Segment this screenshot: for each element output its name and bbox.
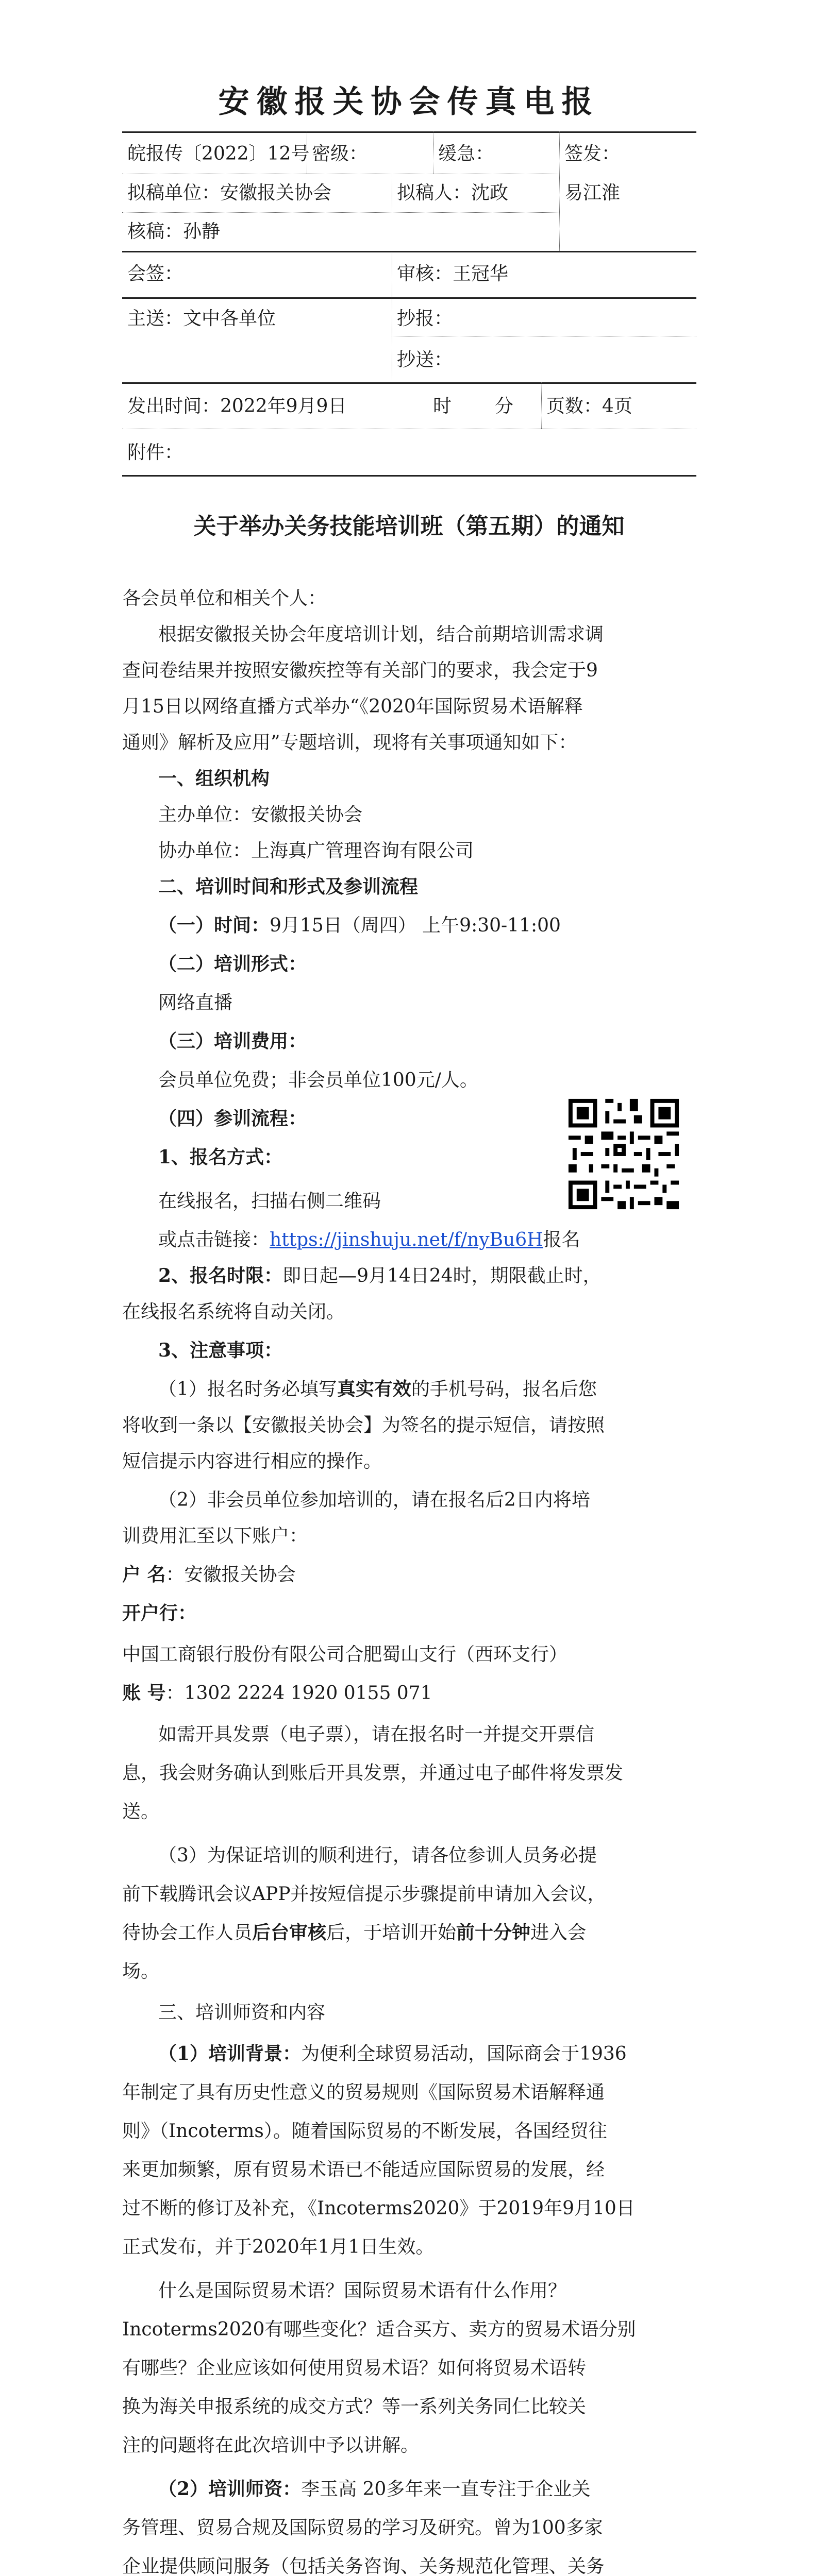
link-suffix: 报名 — [543, 1229, 580, 1250]
fee-value: 会员单位免费；非会员单位100元/人。 — [158, 1070, 478, 1091]
note3-text: 待协会工作人员 — [122, 1922, 253, 1943]
form-value: 网络直播 — [158, 992, 233, 1013]
deadline-text: 即日起—9月14日24时，期限截止时， — [282, 1265, 602, 1286]
intro-line: 查问卷结果并按照安徽疾控等有关部门的要求，我会定于9 — [122, 660, 598, 681]
signup-online: 在线报名，扫描右侧二维码 — [158, 1191, 381, 1212]
note2-text: 训费用汇至以下账户： — [122, 1526, 308, 1547]
question-text: 换为海关申报系统的成交方式？等一系列关务同仁比较关 — [122, 2396, 587, 2417]
signer-value: 易江淮 — [564, 182, 621, 204]
background-text: 来更加频繁，原有贸易术语已不能适应国际贸易的发展，经 — [122, 2159, 605, 2180]
intro-line: 月15日以网络直播方式举办“《2020年国际贸易术语解释 — [122, 696, 583, 717]
link-prefix: 或点击链接： — [158, 1229, 270, 1250]
doc-number: 皖报传〔2022〕12号 — [127, 143, 310, 164]
form-bottom-rule — [122, 475, 696, 477]
invoice-text: 送。 — [122, 1801, 160, 1822]
signer-label: 签发： — [564, 143, 621, 164]
form-divider — [541, 382, 542, 429]
minute-label: 分 — [495, 396, 514, 417]
send-time-label: 发出时间： — [127, 396, 221, 417]
fax-title: 安徽报关协会传真电报 — [218, 84, 600, 120]
note1-text: 的手机号码，报名后您 — [411, 1379, 597, 1400]
main-send-value: 文中各单位 — [183, 308, 276, 329]
question-text: 有哪些？企业应该如何使用贸易术语？如何将贸易术语转 — [122, 2358, 587, 2379]
attachment-label: 附件： — [127, 442, 183, 463]
process-title: （四）参训流程： — [158, 1108, 307, 1129]
send-time-value: 2022年9月9日 — [220, 396, 347, 417]
note1-bold: 真实有效 — [337, 1378, 411, 1400]
form-rule — [122, 212, 559, 213]
form-rule — [122, 382, 696, 384]
intro-line: 通则》解析及应用”专题培训，现将有关事项通知如下： — [122, 732, 577, 753]
checker-label: 核稿： — [127, 221, 183, 242]
question-text: Incoterms2020有哪些变化？适合买方、卖方的贸易术语分别 — [122, 2319, 636, 2340]
invoice-text: 如需开具发票（电子票），请在报名时一并提交开票信 — [158, 1724, 595, 1745]
background-label: （1）培训背景： — [158, 2043, 302, 2064]
cc-label: 抄送： — [397, 349, 453, 370]
checker-value: 孙静 — [183, 221, 221, 242]
note2-text: （2）非会员单位参加培训的，请在报名后2日内将培 — [158, 1489, 590, 1511]
pages-label: 页数： — [546, 396, 603, 417]
fax-header-form — [122, 131, 696, 500]
background-text: 为便利全球贸易活动，国际商会于1936 — [301, 2043, 627, 2064]
invoice-text: 息，我会财务确认到账后开具发票，并通过电子邮件将发票发 — [122, 1762, 624, 1784]
note1-text: （1）报名时务必填写 — [158, 1379, 337, 1400]
question-text: 注的问题将在此次培训中予以讲解。 — [122, 2435, 420, 2456]
intro-line: 根据安徽报关协会年度培训计划，结合前期培训需求调 — [158, 624, 604, 645]
account-name-label: 户 名 — [122, 1564, 166, 1585]
form-rule — [122, 251, 696, 252]
note1-text: 将收到一条以【安徽报关协会】为签名的提示短信，请按照 — [122, 1415, 605, 1436]
account-no-value: ：1302 2224 1920 0155 071 — [165, 1683, 432, 1704]
background-text: 过不断的修订及补充，《Incoterms2020》于2019年9月10日 — [122, 2198, 635, 2219]
background-text: 则》（Incoterms）。随着国际贸易的不断发展，各国经贸往 — [122, 2121, 607, 2142]
drafter-value: 沈政 — [471, 182, 509, 204]
note3-text: （3）为保证培训的顺利进行，请各位参训人员务必提 — [158, 1845, 597, 1866]
form-title: （二）培训形式： — [158, 953, 307, 975]
section-2-title: 二、培训时间和形式及参训流程 — [158, 876, 419, 897]
copy-report-label: 抄报： — [397, 308, 453, 329]
salutation: 各会员单位和相关个人： — [122, 588, 327, 609]
countersign-label: 会签： — [127, 263, 183, 284]
form-top-rule — [122, 131, 696, 133]
account-name-value: ：安徽报关协会 — [165, 1564, 296, 1585]
note3-text: 场。 — [122, 1961, 160, 1982]
cohost-unit: 协办单位：上海真广管理咨询有限公司 — [158, 840, 474, 861]
form-rule — [122, 297, 696, 299]
section-3-title: 三、培训师资和内容 — [158, 2002, 326, 2023]
signup-link[interactable]: https://jinshuju.net/f/nyBu6H — [270, 1229, 543, 1250]
question-text: 什么是国际贸易术语？国际贸易术语有什么作用？ — [158, 2280, 567, 2301]
secret-level-label: 密级： — [312, 143, 368, 164]
teacher-text: 企业提供顾问服务（包括关务咨询、关务规范化管理、关务 — [122, 2556, 605, 2576]
note3-text: 前下载腾讯会议APP并按短信提示步骤提前申请加入会议， — [122, 1884, 606, 1905]
note1-text: 短信提示内容进行相应的操作。 — [122, 1451, 382, 1472]
note3-bold: 前十分钟 — [456, 1922, 531, 1943]
notes-title: 3、注意事项： — [158, 1340, 283, 1361]
account-bank-label: 开户行： — [122, 1602, 197, 1624]
note3-text: 进入会 — [530, 1922, 587, 1943]
teacher-label: （2）培训师资： — [158, 2478, 302, 2500]
section-1-title: 一、组织机构 — [158, 768, 270, 789]
drafter-label: 拟稿人： — [397, 182, 472, 204]
fee-title: （三）培训费用： — [158, 1030, 307, 1052]
reviewer-label: 审核： — [397, 263, 453, 284]
urgency-label: 缓急： — [438, 143, 494, 164]
time-label: （一）时间： — [158, 914, 270, 936]
notice-heading: 关于举办关务技能培训班（第五期）的通知 — [193, 513, 625, 539]
note3-text: 后，于培训开始 — [326, 1922, 457, 1943]
deadline-label: 2、报名时限： — [158, 1265, 283, 1286]
pages-value: 4页 — [602, 396, 632, 417]
qr-code-icon — [564, 1095, 683, 1213]
hour-label: 时 — [433, 396, 452, 417]
draft-unit-label: 拟稿单位： — [127, 182, 221, 204]
signup-title: 1、报名方式： — [158, 1146, 283, 1168]
account-bank-value: 中国工商银行股份有限公司合肥蜀山支行（西环支行） — [122, 1644, 568, 1665]
deadline-text: 在线报名系统将自动关闭。 — [122, 1301, 345, 1323]
time-value: 9月15日（周四） 上午9:30-11:00 — [270, 915, 561, 936]
teacher-text: 李玉高 20多年来一直专注于企业关 — [301, 2479, 591, 2500]
draft-unit-value: 安徽报关协会 — [220, 182, 332, 204]
account-no-label: 账 号 — [122, 1682, 166, 1704]
form-divider — [559, 131, 560, 251]
background-text: 正式发布，并于2020年1月1日生效。 — [122, 2236, 435, 2258]
reviewer-value: 王冠华 — [453, 263, 509, 284]
teacher-text: 务管理、贸易合规及国际贸易的学习及研究。曾为100多家 — [122, 2517, 603, 2538]
main-send-label: 主送： — [127, 308, 183, 329]
host-unit: 主办单位：安徽报关协会 — [158, 804, 363, 825]
note3-bold: 后台审核 — [252, 1922, 327, 1943]
background-text: 年制定了具有历史性意义的贸易规则《国际贸易术语解释通 — [122, 2082, 605, 2103]
